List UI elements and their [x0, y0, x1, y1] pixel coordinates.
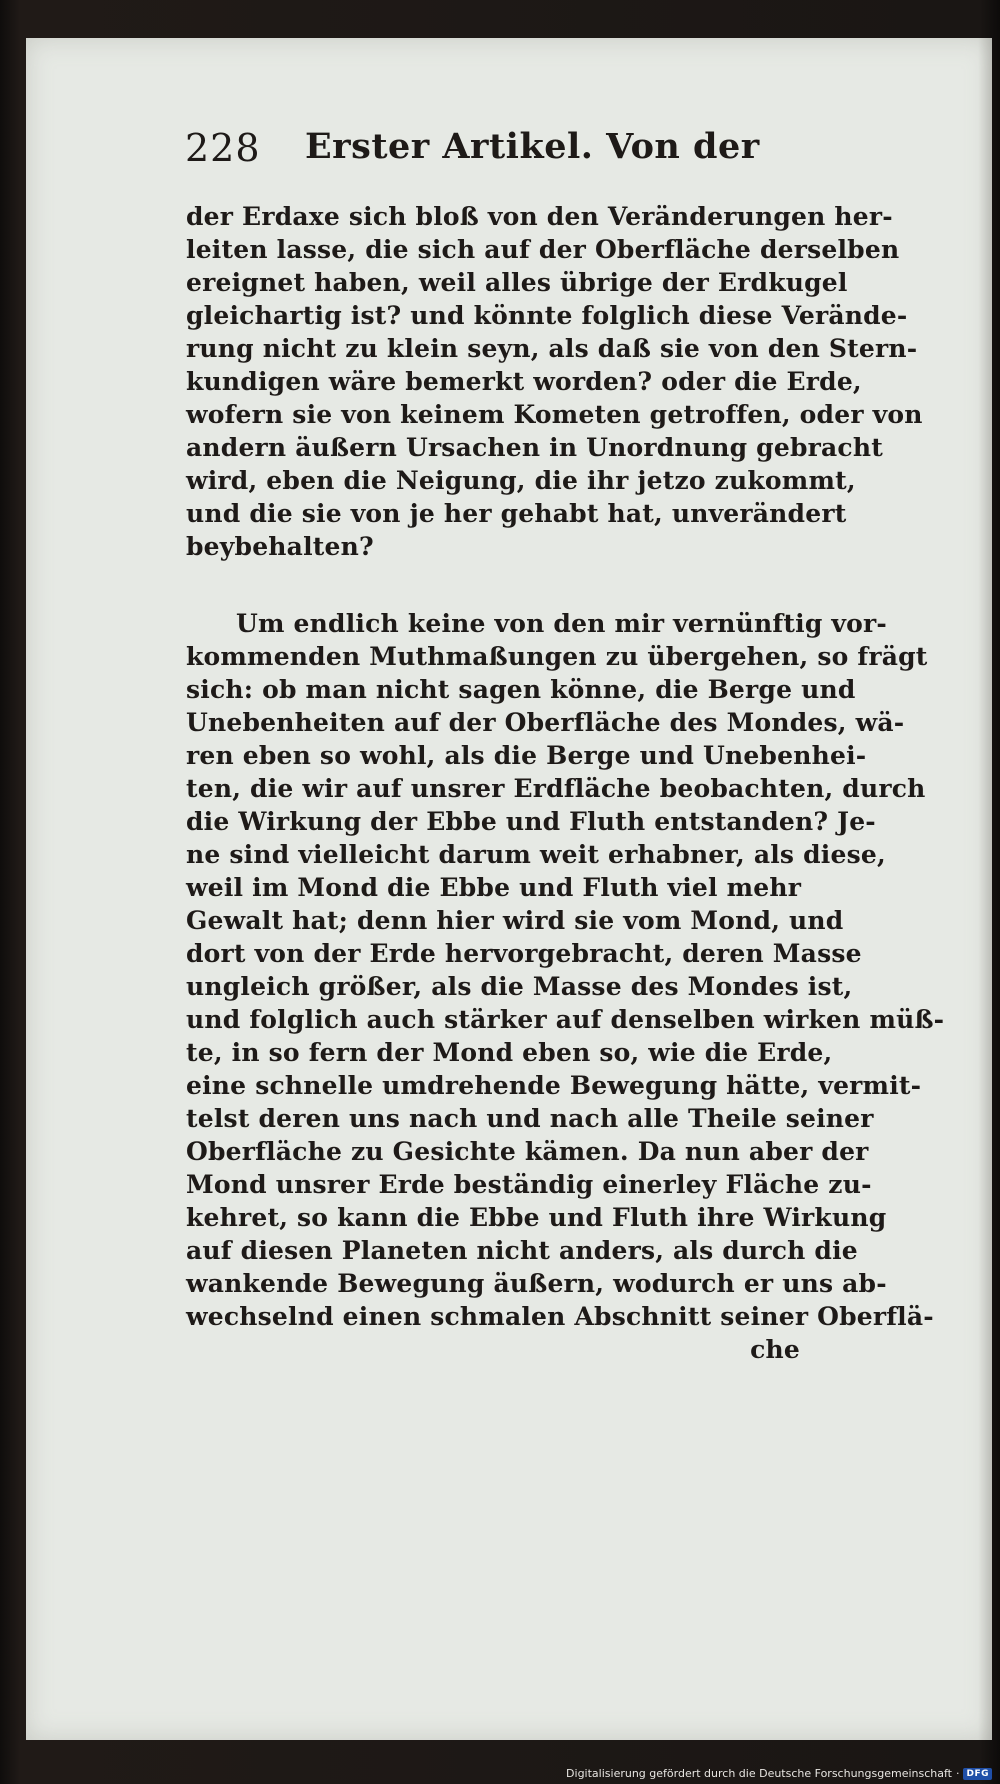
running-title: Erster Artikel. Von der: [305, 126, 760, 167]
text-line: andern äußern Ursachen in Unordnung gebracht: [186, 433, 883, 462]
text-line: gleichartig ist? und könnte folglich diese Verände-: [186, 301, 908, 330]
text-line: telst deren uns nach und nach alle Theile seiner: [186, 1104, 874, 1133]
text-line: kommenden Muthmaßungen zu übergehen, so frägt: [186, 642, 928, 671]
dfg-logo-icon: DFG: [963, 1768, 992, 1780]
text-line: wird, eben die Neigung, die ihr jetzo zukommt,: [186, 466, 856, 495]
text-line: te, in so fern der Mond eben so, wie die Erde,: [186, 1038, 833, 1067]
footer-credit: Digitalisierung gefördert durch die Deutsche Forschungsgemeinschaft: [566, 1767, 952, 1780]
text-line: wofern sie von keinem Kometen getroffen, oder von: [186, 400, 923, 429]
text-line: ungleich größer, als die Masse des Mondes ist,: [186, 972, 853, 1001]
text-line: kehret, so kann die Ebbe und Fluth ihre Wirkung: [186, 1203, 887, 1232]
catchword: che: [750, 1335, 800, 1364]
running-head: [185, 112, 785, 172]
text-line: und die sie von je her gehabt hat, unverändert: [186, 499, 847, 528]
text-line: auf diesen Planeten nicht anders, als durch die: [186, 1236, 858, 1265]
text-line: ne sind vielleicht darum weit erhabner, als diese,: [186, 840, 886, 869]
text-line: ren eben so wohl, als die Berge und Unebenhei-: [186, 741, 867, 770]
text-line: wechselnd einen schmalen Abschnitt seiner Oberflä-: [186, 1302, 934, 1331]
text-line: Unebenheiten auf der Oberfläche des Mondes, wä-: [186, 708, 905, 737]
text-line: dort von der Erde hervorgebracht, deren Masse: [186, 939, 862, 968]
text-line: kundigen wäre bemerkt worden? oder die Erde,: [186, 367, 862, 396]
text-line: leiten lasse, die sich auf der Oberfläche derselben: [186, 235, 900, 264]
paragraph-gap: [186, 563, 800, 607]
digitization-footer: [566, 1767, 992, 1780]
text-line: die Wirkung der Ebbe und Fluth entstanden? Je-: [186, 807, 876, 836]
page-edge-shadow: [978, 38, 992, 1740]
text-line: weil im Mond die Ebbe und Fluth viel mehr: [186, 873, 802, 902]
text-line: und folglich auch stärker auf denselben wirken müß-: [186, 1005, 945, 1034]
text-line: rung nicht zu klein seyn, als daß sie von den Stern-: [186, 334, 918, 363]
body-text: [186, 200, 945, 1366]
text-line: ereignet haben, weil alles übrige der Erdkugel: [186, 268, 848, 297]
page-number: 228: [185, 126, 261, 170]
text-line: sich: ob man nicht sagen könne, die Berge und: [186, 675, 856, 704]
paragraph-1: [186, 200, 923, 563]
footer-separator: ·: [955, 1767, 960, 1780]
text-line: beybehalten?: [186, 532, 374, 561]
text-line: wankende Bewegung äußern, wodurch er uns ab-: [186, 1269, 887, 1298]
text-line: Um endlich keine von den mir vernünftig vor-: [236, 609, 887, 638]
text-line: eine schnelle umdrehende Bewegung hätte, vermit-: [186, 1071, 922, 1100]
text-line: Mond unsrer Erde beständig einerley Fläche zu-: [186, 1170, 872, 1199]
text-line: Gewalt hat; denn hier wird sie vom Mond, und: [186, 906, 844, 935]
text-line: ten, die wir auf unsrer Erdfläche beobachten, durch: [186, 774, 926, 803]
text-line: der Erdaxe sich bloß von den Veränderungen her-: [186, 202, 893, 231]
paragraph-2: [186, 607, 945, 1333]
text-line: Oberfläche zu Gesichte kämen. Da nun aber der: [186, 1137, 869, 1166]
